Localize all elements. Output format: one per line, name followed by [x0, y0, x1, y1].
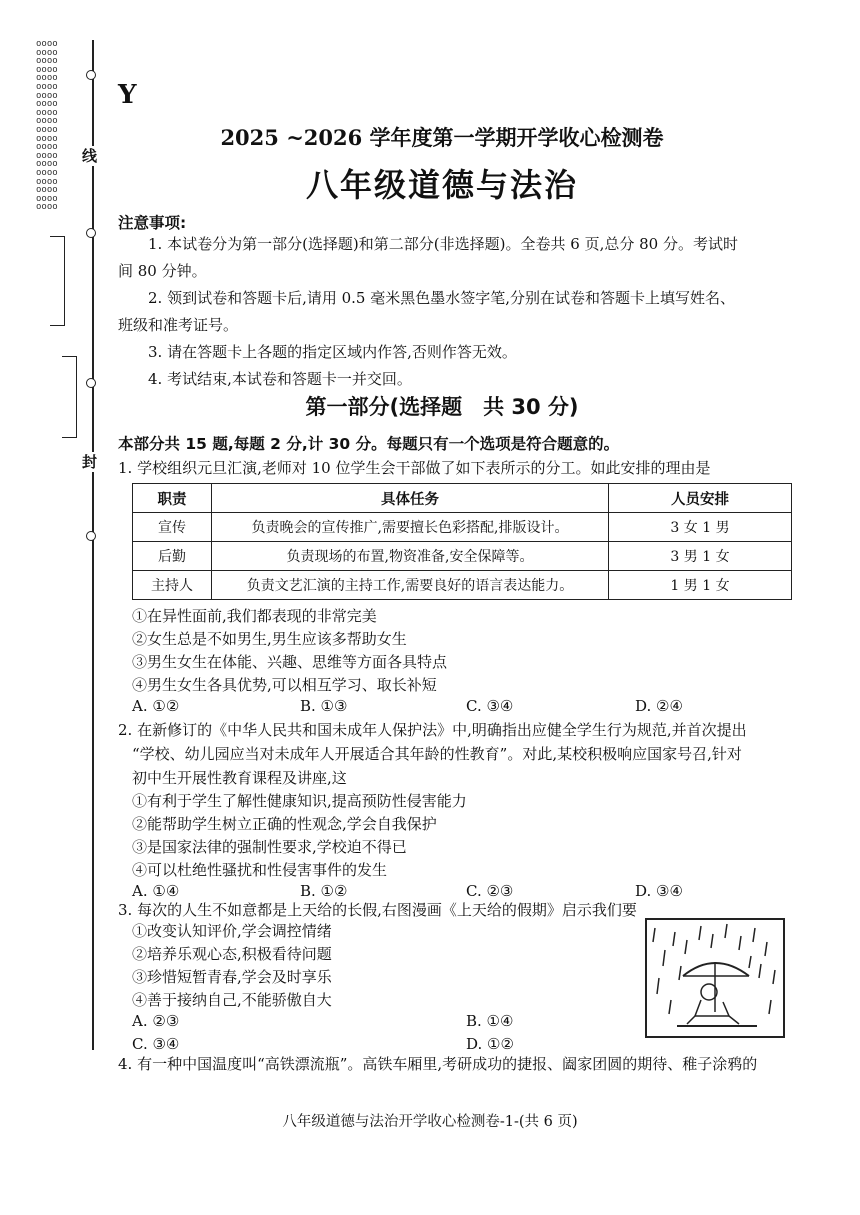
- binding-circle: [86, 531, 96, 541]
- q1-option: ③男生女生在体能、兴趣、思维等方面各具特点: [132, 653, 448, 671]
- table-cell: 宣传: [133, 513, 212, 542]
- q3-answer-a: A. ②③: [132, 1012, 180, 1030]
- q2-answer-c: C. ②③: [466, 882, 514, 900]
- part1-heading: 第一部分(选择题 共 30 分): [305, 395, 579, 419]
- table-cell: 负责文艺汇演的主持工作,需要良好的语言表达能力。: [212, 571, 609, 600]
- q1-duty-table: [132, 483, 792, 600]
- table-cell: 后勤: [133, 542, 212, 571]
- note-line: 班级和准考证号。: [118, 316, 239, 334]
- q2-answer-b: B. ①②: [300, 882, 348, 900]
- q2-stem-line: 初中生开展性教育课程及讲座,这: [132, 769, 347, 787]
- binding-circle: [86, 378, 96, 388]
- q3-stem: 3. 每次的人生不如意都是上天给的长假,右图漫画《上天给的假期》启示我们要: [118, 901, 637, 919]
- q3-answer-c: C. ③④: [132, 1035, 180, 1053]
- binding-bracket: [62, 356, 77, 438]
- binding-circle: [86, 70, 96, 80]
- q2-option: ①有利于学生了解性健康知识,提高预防性侵害能力: [132, 792, 467, 810]
- version-mark: Y: [118, 80, 137, 110]
- q3-option: ④善于接纳自己,不能骄傲自大: [132, 991, 332, 1009]
- q2-answer-a: A. ①④: [132, 882, 180, 900]
- note-line: 3. 请在答题卡上各题的指定区域内作答,否则作答无效。: [148, 343, 517, 361]
- table-row: [133, 542, 792, 571]
- q1-option: ②女生总是不如男生,男生应该多帮助女生: [132, 630, 407, 648]
- rain-umbrella-icon: [647, 920, 783, 1036]
- q4-stem: 4. 有一种中国温度叫“高铁漂流瓶”。高铁车厢里,考研成功的捷报、阖家团圆的期待、稚子涂鸦的: [118, 1055, 758, 1073]
- binding-line: [92, 40, 94, 1050]
- table-row: [133, 513, 792, 542]
- part1-intro: 本部分共 15 题,每题 2 分,计 30 分。每题只有一个选项是符合题意的。: [118, 435, 620, 453]
- q1-answer-c: C. ③④: [466, 697, 514, 715]
- q1-option: ④男生女生各具优势,可以相互学习、取长补短: [132, 676, 437, 694]
- table-cell: 3 男 1 女: [609, 542, 792, 571]
- table-cell: 主持人: [133, 571, 212, 600]
- q1-answer-d: D. ②④: [635, 697, 683, 715]
- q2-stem-line: “学校、幼儿园应当对未成年人开展适合其年龄的性教育”。对此,某校积极响应国家号召,针对: [132, 745, 742, 763]
- table-header: 具体任务: [212, 484, 609, 513]
- table-header: 职责: [133, 484, 212, 513]
- exam-subtitle: 2025 ~2026 学年度第一学期开学收心检测卷: [220, 125, 664, 150]
- q1-answer-a: A. ①②: [132, 697, 180, 715]
- table-cell: 1 男 1 女: [609, 571, 792, 600]
- q1-option: ①在异性面前,我们都表现的非常完美: [132, 607, 377, 625]
- note-line: 2. 领到试卷和答题卡后,请用 0.5 毫米黑色墨水签字笔,分别在试卷和答题卡上填写姓名、: [148, 289, 736, 307]
- exam-title: 八年级道德与法治: [305, 166, 578, 204]
- q3-option: ①改变认知评价,学会调控情绪: [132, 922, 332, 940]
- q3-option: ③珍惜短暂青春,学会及时享乐: [132, 968, 332, 986]
- binding-char-xian: 线: [82, 147, 98, 165]
- q3-answer-b: B. ①④: [466, 1012, 514, 1030]
- notes-heading: 注意事项:: [118, 214, 187, 232]
- binding-bracket: [50, 236, 65, 326]
- note-line: 4. 考试结束,本试卷和答题卡一并交回。: [148, 370, 412, 388]
- binding-circle: [86, 228, 96, 238]
- q2-stem-line: 2. 在新修订的《中华人民共和国未成年人保护法》中,明确指出应健全学生行为规范,并首次提出: [118, 721, 747, 739]
- q2-answer-d: D. ③④: [635, 882, 683, 900]
- table-row: [133, 571, 792, 600]
- q3-answer-d: D. ①②: [466, 1035, 514, 1053]
- table-header-row: [133, 484, 792, 513]
- table-cell: 负责现场的布置,物资准备,安全保障等。: [212, 542, 609, 571]
- binding-dot-pattern: oooo oooo oooo oooo oooo oooo oooo oooo oooo oooo oooo oooo oooo oooo oooo oooo oooo oooo oooo oooo: [36, 39, 58, 213]
- note-line: 间 80 分钟。: [118, 262, 207, 280]
- table-header: 人员安排: [609, 484, 792, 513]
- q1-answer-b: B. ①③: [300, 697, 348, 715]
- note-line: 1. 本试卷分为第一部分(选择题)和第二部分(非选择题)。全卷共 6 页,总分 80 分。考试时: [148, 235, 738, 253]
- q2-option: ④可以杜绝性骚扰和性侵害事件的发生: [132, 861, 388, 879]
- cartoon-holiday-illustration: [645, 918, 785, 1038]
- table-cell: 负责晚会的宣传推广,需要擅长色彩搭配,排版设计。: [212, 513, 609, 542]
- binding-char-feng: 封: [82, 453, 98, 471]
- q2-option: ③是国家法律的强制性要求,学校迫不得已: [132, 838, 407, 856]
- q1-stem: 1. 学校组织元旦汇演,老师对 10 位学生会干部做了如下表所示的分工。如此安排的理由是: [118, 459, 711, 477]
- table-cell: 3 女 1 男: [609, 513, 792, 542]
- page-footer: 八年级道德与法治开学收心检测卷-1-(共 6 页): [282, 1114, 578, 1130]
- q2-option: ②能帮助学生树立正确的性观念,学会自我保护: [132, 815, 437, 833]
- q3-option: ②培养乐观心态,积极看待问题: [132, 945, 332, 963]
